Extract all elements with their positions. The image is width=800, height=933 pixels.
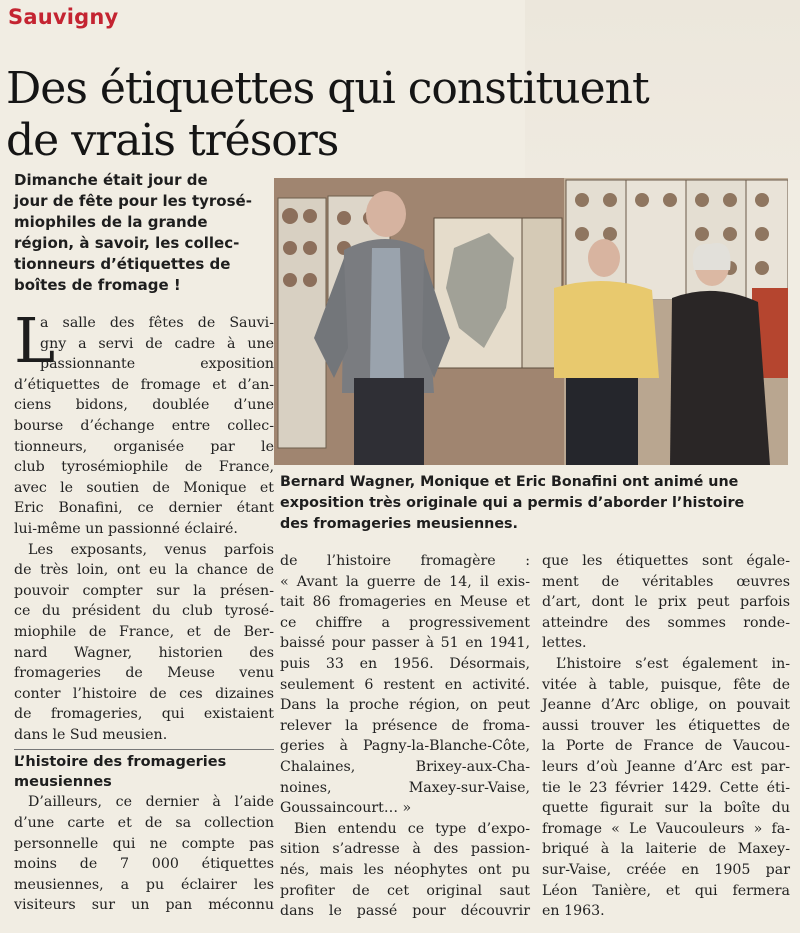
body-line: lui-même un passionné éclairé. — [14, 520, 238, 537]
body-line: sition s’adresse à des passion- — [280, 841, 530, 858]
headline-line: Des étiquettes qui constituent — [6, 63, 649, 115]
body-line: d’étiquettes de fromage et d’an- — [14, 376, 274, 393]
lead-line: miophiles de la grande — [14, 213, 208, 231]
body-line: ment de véritables œuvres — [542, 573, 790, 590]
body-line: la Porte de France de Vaucou- — [542, 738, 790, 755]
body-line: de très loin, ont eu la chance de — [14, 562, 274, 579]
body-line: vitée à table, puisque, fête de — [542, 676, 790, 693]
article-subhead: L’histoire des fromageries meusiennes — [14, 749, 274, 792]
body-line: sur-Vaise, créée en 1905 par — [542, 861, 790, 878]
body-line: tionneurs, organisée par le — [14, 438, 274, 455]
body-line: meusiennes, a pu éclairer les — [14, 876, 274, 893]
body-line: Jeanne d’Arc oblige, on pouvait — [542, 697, 790, 714]
caption-line: exposition très originale qui a permis d’aborder l’histoire — [280, 495, 745, 511]
body-line: de l’histoire fromagère : — [280, 553, 530, 569]
body-line: ciens bidons, doublée d’une — [14, 397, 274, 414]
body-line: Eric Bonafini, ce dernier étant — [14, 500, 274, 517]
body-line: profiter de cet original saut — [280, 882, 530, 899]
body-line: avec le soutien de Monique et — [14, 479, 274, 496]
body-line: quette figurait sur la boîte du — [542, 800, 790, 817]
body-line: personnelle qui ne compte pas — [14, 835, 274, 852]
section-kicker: Sauvigny — [8, 5, 119, 29]
body-line: bourse d’échange entre collec- — [14, 417, 274, 434]
body-line: Les exposants, venus parfois — [28, 541, 274, 558]
body-line: nés, mais les néophytes ont pu — [280, 861, 530, 878]
body-line: noines, Maxey-sur-Vaise, — [280, 779, 530, 796]
lead-line: boîtes de fromage ! — [14, 276, 181, 294]
body-line: gny a servi de cadre à une — [40, 335, 274, 352]
body-line: d’art, dont le prix peut parfois — [542, 594, 790, 611]
caption-line: des fromageries meusiennes. — [280, 516, 518, 532]
body-line: leurs d’où Jeanne d’Arc est par- — [542, 758, 790, 775]
body-line: moins de 7 000 étiquettes — [14, 856, 274, 873]
body-line: « Avant la guerre de 14, il exis- — [280, 573, 530, 590]
body-line: fromage « Le Vaucouleurs » fa- — [542, 820, 790, 837]
body-line: club tyrosémiophile de France, — [14, 459, 274, 476]
body-line: dans le Sud meusien. — [14, 726, 168, 743]
body-line: a salle des fêtes de Sauvi- — [40, 315, 274, 331]
body-line: baissé pour passer à 51 en 1941, — [280, 635, 530, 652]
column-3 — [542, 551, 790, 922]
body-line: geries à Pagny-la-Blanche-Côte, — [280, 738, 530, 755]
lead-line: tionneurs d’étiquettes de — [14, 255, 231, 273]
body-line: pouvoir compter sur la présen- — [14, 582, 274, 599]
body-line: Chalaines, Brixey-aux-Cha- — [280, 758, 530, 775]
body-line: ce du président du club tyrosé- — [14, 603, 274, 620]
body-line: puis 33 en 1956. Désormais, — [280, 655, 530, 672]
body-line: en 1963. — [542, 903, 605, 920]
article-headline — [6, 63, 786, 167]
lead-line: région, à savoir, les collec- — [14, 234, 240, 252]
body-line: lettes. — [542, 635, 587, 652]
drop-cap: L — [14, 304, 56, 377]
body-line: visiteurs sur un pan méconnu — [14, 897, 274, 914]
body-line: passionnante exposition — [40, 356, 274, 373]
column-1 — [14, 304, 274, 916]
body-line: L’histoire s’est également in- — [556, 655, 790, 672]
body-line: relever la présence de froma- — [280, 717, 530, 734]
body-line: dans le passé pour découvrir — [280, 903, 530, 920]
body-line: conter l’histoire de ces dizaines — [14, 685, 274, 702]
article-photo — [274, 178, 788, 465]
body-line: seulement 6 restent en activité. — [280, 676, 530, 693]
lead-line: Dimanche était jour de — [14, 171, 208, 189]
body-line: d’une carte et de sa collection — [14, 815, 274, 832]
body-line: tait 86 fromageries en Meuse et — [280, 594, 530, 611]
body-line: aussi trouver les étiquettes de — [542, 717, 790, 734]
body-line: atteindre des sommes ronde- — [542, 614, 790, 631]
body-line: que les étiquettes sont égale- — [542, 553, 790, 569]
body-line: miophile de France, et de Ber- — [14, 623, 274, 640]
body-line: nard Wagner, historien des — [14, 644, 274, 661]
body-line: D’ailleurs, ce dernier à l’aide — [28, 794, 274, 811]
headline-line: de vrais trésors — [6, 115, 339, 167]
caption-line: Bernard Wagner, Monique et Eric Bonafini ont animé une — [280, 474, 739, 490]
body-line: Dans la proche région, on peut — [280, 697, 530, 714]
lead-line: jour de fête pour les tyrosé- — [14, 192, 252, 210]
body-line: briqué à la laiterie de Maxey- — [542, 841, 790, 858]
body-line: de fromageries, qui existaient — [14, 706, 274, 723]
column-2 — [280, 551, 530, 922]
body-line: tie le 23 février 1429. Cette éti- — [542, 779, 790, 796]
body-line: Léon Tanière, et qui fermera — [542, 882, 790, 899]
body-line: Goussaincourt… » — [280, 800, 412, 817]
photo-caption — [280, 472, 790, 535]
article-lead — [14, 170, 276, 296]
body-line: fromageries de Meuse venu — [14, 665, 274, 682]
body-line: ce chiffre a progressivement — [280, 614, 530, 631]
body-line: Bien entendu ce type d’expo- — [294, 820, 530, 837]
